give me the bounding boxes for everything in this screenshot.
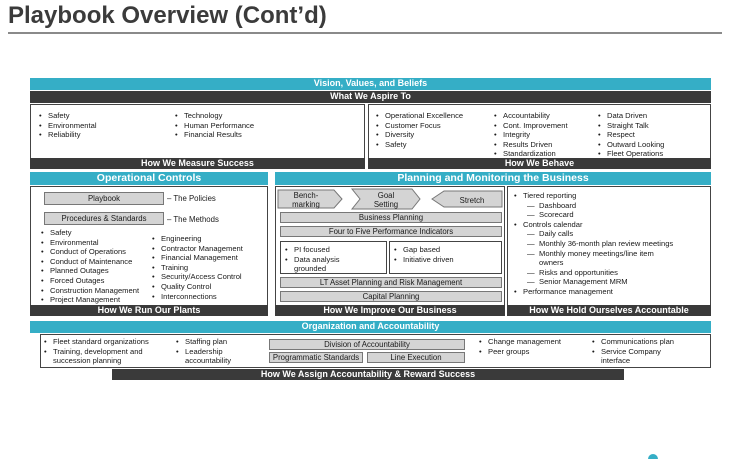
list-item: • Planned Outages	[40, 266, 139, 276]
list-item: • Quality Control	[151, 282, 243, 292]
list-item: • Conduct of Operations	[40, 247, 139, 257]
lt-asset-planning-box: LT Asset Planning and Risk Management	[280, 277, 502, 288]
vision-values-beliefs-bar: Vision, Values, and Beliefs	[30, 78, 711, 90]
procedures-tag: – The Methods	[167, 215, 219, 224]
list-item: • Environmental	[40, 238, 139, 248]
measure-list-right	[174, 111, 254, 140]
organization-accountability-header: Organization and Accountability	[30, 321, 711, 333]
procedures-standards-box: Procedures & Standards	[44, 212, 164, 225]
improve-business-panel	[275, 186, 505, 316]
assign-accountability-footer: How We Assign Accountability & Reward Success	[112, 369, 624, 380]
list-item: owners	[539, 258, 564, 268]
list-item: • Safety	[40, 228, 139, 238]
measure-list-left	[38, 111, 97, 140]
behave-list-2	[493, 111, 568, 159]
capital-planning-box: Capital Planning	[280, 291, 502, 302]
list-item: • Communications plan	[591, 337, 674, 347]
list-item: • Environmental	[38, 121, 97, 131]
list-item: — Monthly 36-month plan review meetings	[513, 239, 673, 249]
list-item: • Gap based	[393, 245, 454, 255]
list-item: • Cont. Improvement	[493, 121, 568, 131]
list-item: • Interconnections	[151, 292, 243, 302]
gap-based-box	[389, 241, 502, 274]
playbook-tag: – The Policies	[167, 194, 216, 203]
list-item: • Staffing plan	[175, 337, 231, 347]
list-item: • Tiered reporting	[513, 191, 673, 201]
pi-focus-list	[284, 245, 364, 274]
goal-setting-label: Goal Setting	[373, 191, 399, 209]
org-list-1	[43, 337, 149, 366]
list-item: • Engineering	[151, 234, 243, 244]
stretch-label: Stretch	[459, 196, 485, 205]
measure-success-footer: How We Measure Success	[30, 158, 365, 169]
list-item: • Results Driven	[493, 140, 568, 150]
list-item: • Service Company	[591, 347, 674, 357]
org-list-3	[478, 337, 561, 356]
list-item: • Project Management	[40, 295, 139, 305]
list-item: • Integrity	[493, 130, 568, 140]
list-item: • Safety	[38, 111, 97, 121]
behave-footer: How We Behave	[368, 158, 711, 169]
operational-controls-panel	[30, 186, 268, 316]
list-item: • PI focused	[284, 245, 364, 255]
list-item: • Operational Excellence	[375, 111, 463, 121]
list-item: • Data analysis grounded	[284, 255, 364, 274]
corner-logo-mark	[648, 454, 658, 459]
list-item: • Fleet standard organizations	[43, 337, 149, 347]
list-item: • Customer Focus	[375, 121, 463, 131]
org-list-4	[591, 337, 674, 366]
page-title: Playbook Overview (Cont’d)	[8, 2, 327, 29]
list-item: • Financial Results	[174, 130, 254, 140]
improve-business-footer: How We Improve Our Business	[275, 305, 505, 316]
gap-based-list	[393, 245, 454, 264]
list-item: • Training	[151, 263, 243, 273]
playbook-box: Playbook	[44, 192, 164, 205]
operational-list-left	[40, 228, 139, 305]
planning-monitoring-header: Planning and Monitoring the Business	[275, 172, 711, 185]
operational-list-right	[151, 234, 243, 301]
list-item: • Data Driven	[597, 111, 664, 121]
list-item: — Senior Management MRM	[513, 277, 673, 287]
list-item: • Conduct of Maintenance	[40, 257, 139, 267]
list-item: • Standardization	[493, 149, 568, 159]
list-item: • Construction Management	[40, 286, 139, 296]
list-item: • Human Performance	[174, 121, 254, 131]
accountable-panel	[507, 186, 711, 316]
list-item: • Peer groups	[478, 347, 561, 357]
list-item: — Monthly money meetings/line item	[513, 249, 673, 259]
list-item: — Daily calls	[513, 229, 673, 239]
programmatic-standards-box: Programmatic Standards	[269, 352, 363, 363]
division-accountability-box: Division of Accountability	[269, 339, 465, 350]
list-item: • Accountability	[493, 111, 568, 121]
behave-list-1	[375, 111, 463, 149]
pi-focus-box	[280, 241, 387, 274]
list-item: • Change management	[478, 337, 561, 347]
list-item: • Reliability	[38, 130, 97, 140]
list-item: interface	[601, 356, 631, 366]
list-item: — Risks and opportunities	[513, 268, 673, 278]
list-item: — Scorecard	[513, 210, 673, 220]
list-item: • Leadership	[175, 347, 231, 357]
list-item: • Respect	[597, 130, 664, 140]
line-execution-box: Line Execution	[367, 352, 465, 363]
benchmarking-label: Bench- marking	[292, 191, 320, 209]
list-item: • Safety	[375, 140, 463, 150]
list-item: • Outward Looking	[597, 140, 664, 150]
list-item: accountability	[185, 356, 232, 366]
list-item: • Performance management	[513, 287, 673, 297]
list-item: succession planning	[53, 356, 122, 366]
list-item: • Straight Talk	[597, 121, 664, 131]
accountable-list	[513, 191, 673, 297]
business-planning-box: Business Planning	[280, 212, 502, 223]
operational-controls-header: Operational Controls	[30, 172, 268, 185]
list-item: • Contractor Management	[151, 244, 243, 254]
list-item: • Diversity	[375, 130, 463, 140]
organization-panel	[40, 334, 711, 368]
list-item: • Training, development and	[43, 347, 149, 357]
org-list-2	[175, 337, 231, 366]
list-item: • Forced Outages	[40, 276, 139, 286]
accountable-footer: How We Hold Ourselves Accountable	[507, 305, 711, 316]
list-item: • Security/Access Control	[151, 272, 243, 282]
list-item: • Financial Management	[151, 253, 243, 263]
list-item: — Dashboard	[513, 201, 673, 211]
list-item: • Fleet Operations	[597, 149, 664, 159]
list-item: • Initiative driven	[393, 255, 454, 265]
performance-indicators-box: Four to Five Performance Indicators	[280, 226, 502, 237]
run-plants-footer: How We Run Our Plants	[30, 305, 268, 316]
behave-list-3	[597, 111, 664, 159]
list-item: • Technology	[174, 111, 254, 121]
title-divider	[8, 32, 722, 34]
what-we-aspire-to-bar: What We Aspire To	[30, 91, 711, 103]
list-item: • Controls calendar	[513, 220, 673, 230]
